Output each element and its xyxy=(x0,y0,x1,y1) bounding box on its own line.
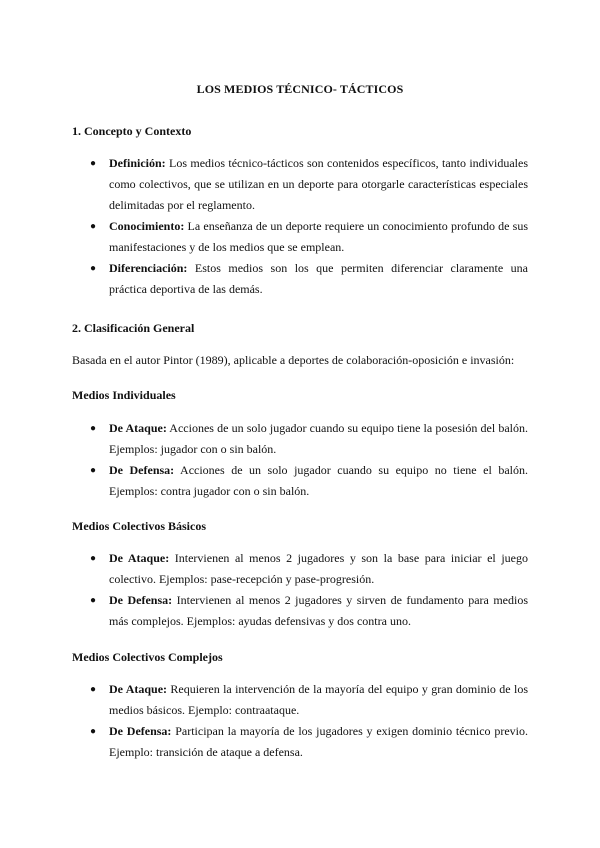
bullet-icon: ● xyxy=(90,684,97,695)
item-term: De Ataque: xyxy=(109,682,168,696)
subsection-heading-colectivos-complejos: Medios Colectivos Complejos xyxy=(72,650,223,664)
list-item xyxy=(90,721,528,763)
intro-paragraph: Basada en el autor Pintor (1989), aplicable a deportes de colaboración-oposición e invasión: xyxy=(72,353,515,367)
item-term: De Defensa: xyxy=(109,463,175,477)
section-heading-clasificacion: 2. Clasificación General xyxy=(72,321,195,335)
list-item xyxy=(90,548,528,590)
bullet-icon: ● xyxy=(90,726,97,737)
item-term: Definición: xyxy=(109,156,166,170)
list-item xyxy=(90,418,528,460)
item-text: Estos medios son los que permiten diferenciar claramente una práctica deportiva de las demás. xyxy=(109,261,528,296)
subsection-heading-colectivos-basicos: Medios Colectivos Básicos xyxy=(72,519,206,533)
bullet-list-colectivos-basicos xyxy=(90,548,528,632)
item-text: Los medios técnico-tácticos son contenidos específicos, tanto individuales como colectivos, que se utilizan en un deporte para otorgarle características especiales delimitadas por el reglamento. xyxy=(109,156,528,212)
list-item xyxy=(90,153,528,216)
list-item xyxy=(90,460,528,502)
item-term: Diferenciación: xyxy=(109,261,188,275)
section-heading-concepto: 1. Concepto y Contexto xyxy=(72,124,192,138)
item-text: Intervienen al menos 2 jugadores y son la base para iniciar el juego colectivo. Ejemplos: pase-recepción y pase-progresión. xyxy=(109,551,528,586)
list-item xyxy=(90,679,528,721)
item-term: Conocimiento: xyxy=(109,219,185,233)
subsection-heading-individuales: Medios Individuales xyxy=(72,388,176,402)
bullet-icon: ● xyxy=(90,423,97,434)
item-text: Intervienen al menos 2 jugadores y sirven de fundamento para medios más complejos. Ejemplos: ayudas defensivas y dos contra uno. xyxy=(109,593,529,628)
bullet-icon: ● xyxy=(90,553,97,564)
list-item xyxy=(90,590,528,632)
item-text: Requieren la intervención de la mayoría del equipo y gran dominio de los medios básicos. Ejemplo: contraataque. xyxy=(109,682,528,717)
bullet-list-individuales xyxy=(90,418,528,502)
list-item xyxy=(90,258,528,300)
bullet-list-colectivos-complejos xyxy=(90,679,528,763)
item-text: Acciones de un solo jugador cuando su equipo no tiene el balón. Ejemplos: contra jugador con o sin balón. xyxy=(109,463,528,498)
bullet-icon: ● xyxy=(90,158,97,169)
item-term: De Defensa: xyxy=(109,593,173,607)
item-text: La enseñanza de un deporte requiere un conocimiento profundo de sus manifestaciones y de los medios que se emplean. xyxy=(109,219,528,254)
bullet-icon: ● xyxy=(90,595,97,606)
item-term: De Defensa: xyxy=(109,724,172,738)
item-text: Participan la mayoría de los jugadores y exigen dominio técnico previo. Ejemplo: transición de ataque a defensa. xyxy=(109,724,528,759)
item-text: Acciones de un solo jugador cuando su equipo tiene la posesión del balón. Ejemplos: jugador con o sin balón. xyxy=(109,421,528,456)
bullet-list-concepto xyxy=(90,153,528,300)
item-term: De Ataque: xyxy=(109,551,170,565)
bullet-icon: ● xyxy=(90,465,97,476)
item-term: De Ataque: xyxy=(109,421,167,435)
page-title: LOS MEDIOS TÉCNICO- TÁCTICOS xyxy=(196,82,404,96)
list-item xyxy=(90,216,528,258)
bullet-icon: ● xyxy=(90,221,97,232)
bullet-icon: ● xyxy=(90,263,97,274)
